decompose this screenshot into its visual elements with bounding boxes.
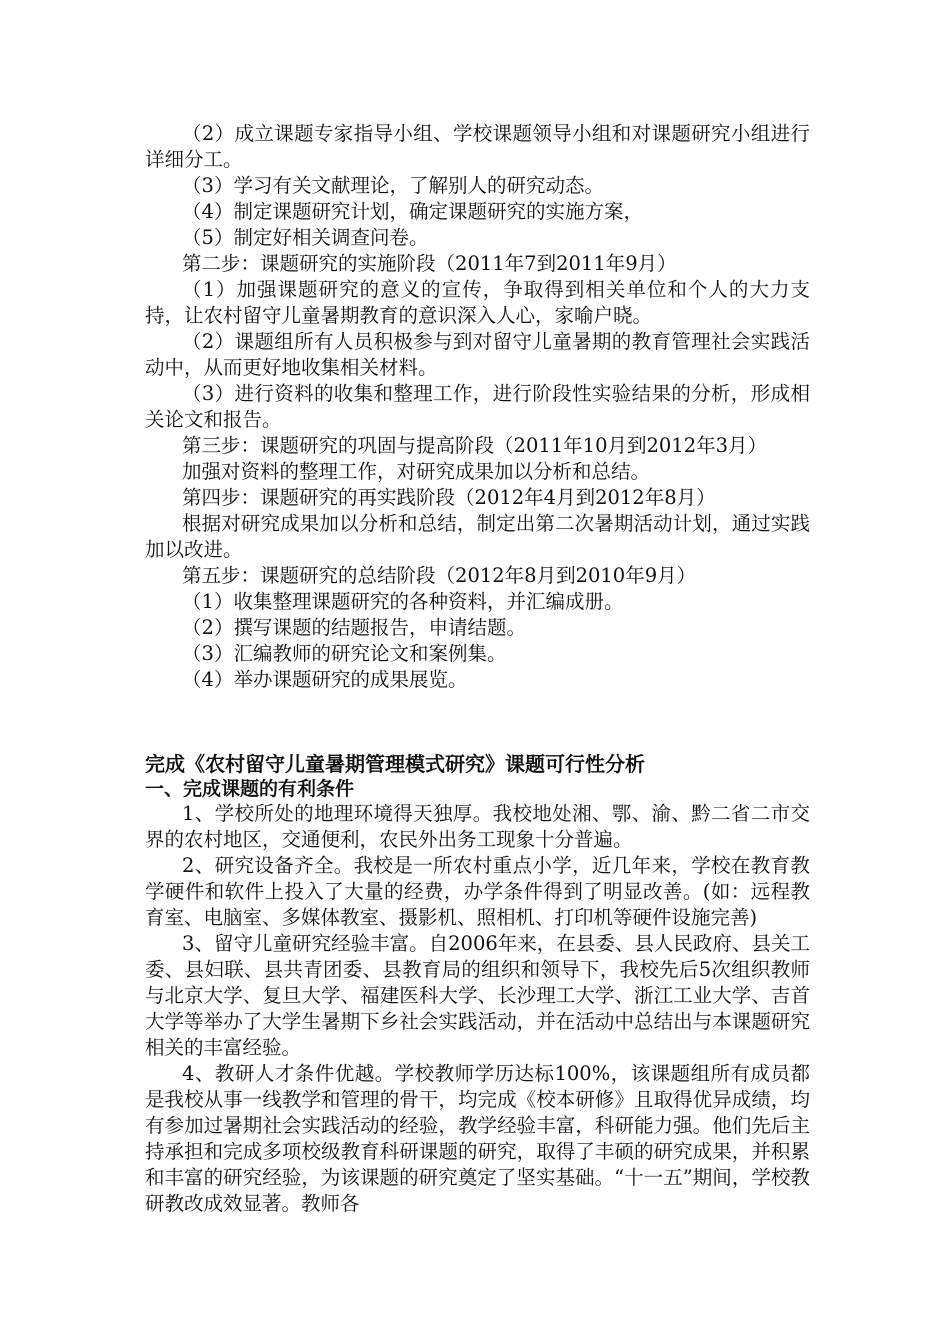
step-heading: 第二步：课题研究的实施阶段（2011年7到2011年9月）: [182, 252, 677, 275]
paragraph: 加强对资料的整理工作，对研究成果加以分析和总结。: [182, 460, 651, 483]
subheading: 一、完成课题的有利条件: [145, 778, 355, 800]
paragraph: （3）汇编教师的研究论文和案例集。: [182, 642, 507, 665]
section-spacer: [145, 693, 810, 751]
paragraph: 根据对研究成果加以分析和总结，制定出第二次暑期活动计划，通过实践加以改进。: [145, 512, 810, 561]
section-title: 完成《农村留守儿童暑期管理模式研究》课题可行性分析: [145, 752, 645, 776]
paragraph: 3、留守儿童研究经验丰富。自2006年来，在县委、县人民政府、县关工委、县妇联、县共青团委、县教育局的组织和领导下，我校先后5次组织教师与北京大学、复旦大学、福建医科大学、长沙理工大学、浙江工业大学、吉首大学等举办了大学生暑期下乡社会实践活动，并在活动中总结出与本课题研究相关的丰富经验。: [145, 932, 810, 1059]
paragraph: （3）进行资料的收集和整理工作，进行阶段性实验结果的分析，形成相关论文和报告。: [145, 382, 810, 431]
paragraph: （4）制定课题研究计划，确定课题研究的实施方案，: [182, 200, 643, 223]
paragraph: （5）制定好相关调查问卷。: [182, 226, 429, 249]
paragraph: （3）学习有关文献理论，了解别人的研究动态。: [182, 174, 604, 197]
paragraph: （2）撰写课题的结题报告，申请结题。: [182, 616, 526, 639]
step-heading: 第五步：课题研究的总结阶段（2012年8月到2010年9月）: [182, 564, 697, 587]
paragraph: （2）课题组所有人员积极参与到对留守儿童暑期的教育管理社会实践活动中，从而更好地收集相关材料。: [145, 330, 810, 379]
document-page: [145, 121, 810, 1217]
paragraph: （2）成立课题专家指导小组、学校课题领导小组和对课题研究小组进行详细分工。: [145, 122, 810, 171]
step-heading: 第四步：课题研究的再实践阶段（2012年4月到2012年8月）: [182, 486, 716, 509]
paragraph: 1、学校所处的地理环境得天独厚。我校地处湘、鄂、渝、黔二省二市交界的农村地区，交通便利，农民外出务工现象十分普遍。: [145, 802, 810, 851]
paragraph: （4）举办课题研究的成果展览。: [182, 668, 468, 691]
paragraph: （1）加强课题研究的意义的宣传，争取得到相关单位和个人的大力支持，让农村留守儿童暑期教育的意识深入人心，家喻户晓。: [145, 278, 810, 327]
paragraph: 2、研究设备齐全。我校是一所农村重点小学，近几年来，学校在教育教学硬件和软件上投入了大量的经费，办学条件得到了明显改善。(如：远程教育室、电脑室、多媒体教室、摄影机、照相机、打印机等硬件设施完善): [145, 854, 810, 929]
paragraph: 4、教研人才条件优越。学校教师学历达标100%，该课题组所有成员都是我校从事一线教学和管理的骨干，均完成《校本研修》且取得优异成绩，均有参加过暑期社会实践活动的经验，教学经验丰富，科研能力强。他们先后主持承担和完成多项校级教育科研课题的研究，取得了丰硕的研究成果，并积累和丰富的研究经验，为该课题的研究奠定了坚实基础。“十一五”期间，学校教研教改成效显著。教师各: [145, 1062, 810, 1215]
paragraph: （1）收集整理课题研究的各种资料，并汇编成册。: [182, 590, 624, 613]
step-heading: 第三步：课题研究的巩固与提高阶段（2011年10月到2012年3月）: [182, 434, 768, 457]
